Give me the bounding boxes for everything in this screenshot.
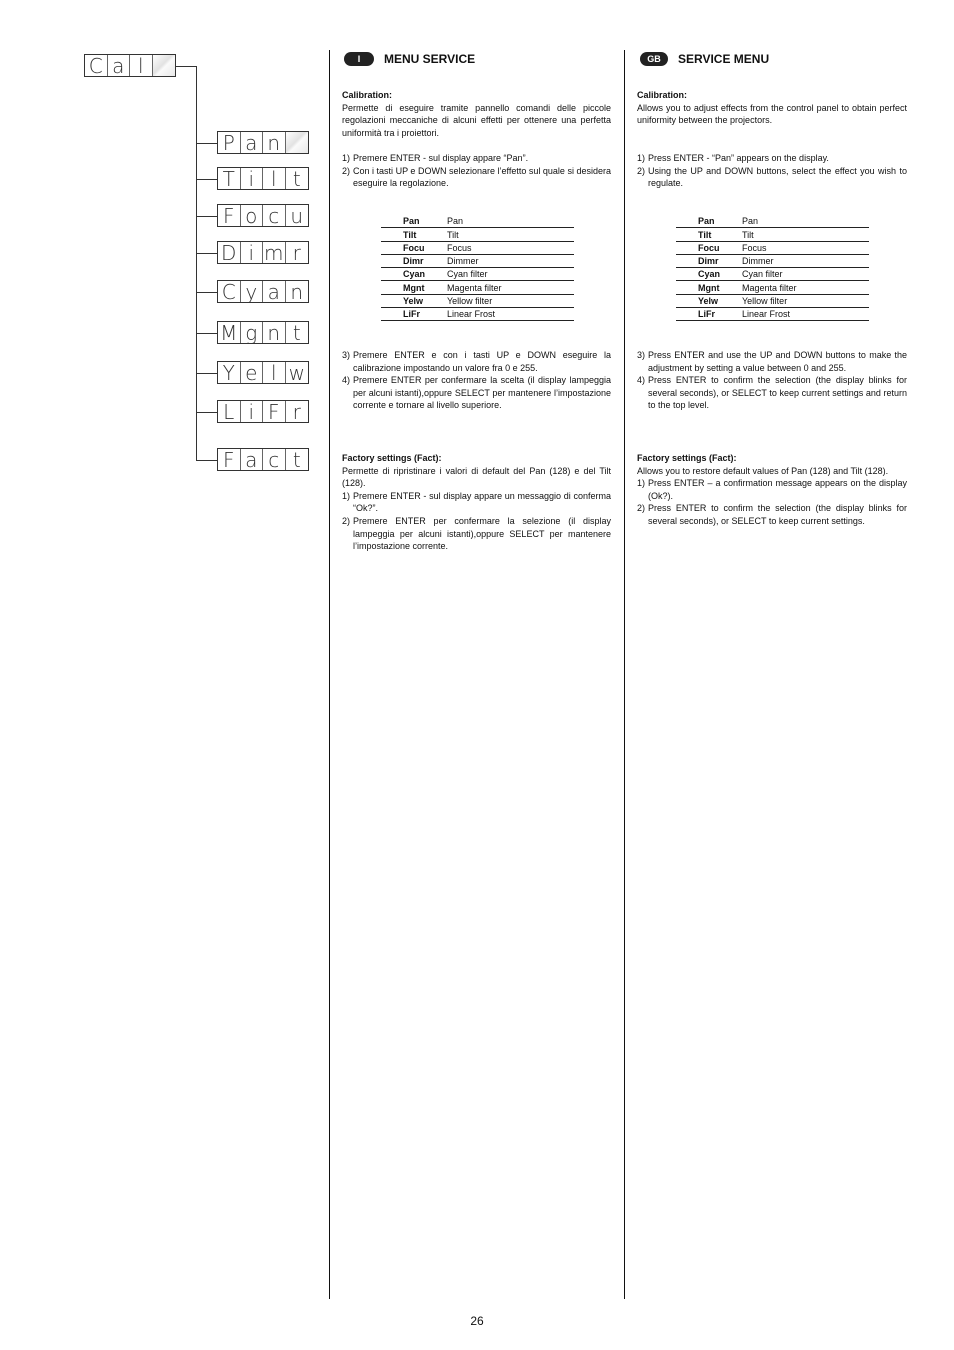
- steps-list-it-a: [342, 152, 611, 190]
- effect-code: Cyan: [676, 268, 742, 281]
- lcd-character: l: [263, 168, 286, 189]
- column-separator-right: [624, 50, 625, 1299]
- tree-trunk: [196, 66, 197, 461]
- table-row: [676, 228, 869, 241]
- step-text: Con i tasti UP e DOWN selezionare l’effetto sul quale si desidera eseguire la regolazione.: [353, 165, 611, 189]
- lcd-character: M: [218, 322, 241, 343]
- effect-code: LiFr: [381, 308, 447, 321]
- step-text: Premere ENTER per confermare la scelta (il display lampeggia per alcuni istanti),oppure SELECT per mantenere l’impostazione corrente e tornare al livello superiore.: [353, 375, 611, 411]
- lcd-character: C: [85, 55, 108, 76]
- lcd-display-cal: [84, 54, 176, 77]
- lcd-display-item: [217, 361, 309, 384]
- factory-intro-it: Permette di ripristinare i valori di default del Pan (128) e del Tilt (128).: [342, 465, 611, 489]
- tree-branch: [196, 253, 217, 254]
- effect-code: Yelw: [381, 294, 447, 307]
- effect-code: LiFr: [676, 308, 742, 321]
- effect-description: Pan: [742, 215, 869, 228]
- tree-branch: [196, 412, 217, 413]
- effect-description: Linear Frost: [742, 308, 869, 321]
- effect-description: Cyan filter: [447, 268, 574, 281]
- steps-list-gb-a: [637, 152, 907, 190]
- lcd-character: L: [218, 401, 241, 422]
- lcd-display-item: [217, 131, 309, 154]
- step-number: 1): [342, 490, 351, 501]
- lcd-display-item: [217, 448, 309, 471]
- lcd-character: r: [292, 399, 301, 424]
- effects-table-gb: [676, 215, 869, 321]
- table-row: [676, 254, 869, 267]
- lcd-character: F: [218, 449, 241, 470]
- effect-description: Cyan filter: [742, 268, 869, 281]
- steps-list-it-b: [342, 349, 611, 412]
- step-text: Press ENTER and use the UP and DOWN buttons to make the adjustment by setting a value between 0 and 255.: [648, 350, 907, 373]
- effect-code: Mgnt: [381, 281, 447, 294]
- step-item: [342, 515, 611, 553]
- table-row: [381, 281, 574, 294]
- step-text: Premere ENTER per confermare la selezione (il display lampeggia per alcuni istanti),oppure SELECT per mantenere l’impostazione corrente.: [353, 515, 611, 552]
- tree-branch: [196, 179, 217, 180]
- effect-description: Pan: [447, 215, 574, 228]
- lcd-character: y: [241, 281, 264, 302]
- language-badge-gb: GB: [640, 52, 668, 66]
- tree-branch: [196, 333, 217, 334]
- section-title-it: MENU SERVICE: [384, 52, 476, 66]
- page-number: 26: [470, 1314, 484, 1328]
- effect-description: Dimmer: [742, 254, 869, 267]
- lcd-character: F: [218, 205, 241, 226]
- calibration-block-gb: [637, 89, 907, 127]
- lcd-character: u: [290, 203, 304, 228]
- factory-heading-gb: Factory settings (Fact):: [637, 453, 737, 463]
- lcd-character: C: [218, 281, 241, 302]
- step-number: 2): [637, 165, 646, 176]
- table-row: [381, 268, 574, 281]
- lcd-character: P: [218, 132, 241, 153]
- tree-connector: [176, 66, 196, 67]
- effect-description: Tilt: [742, 228, 869, 241]
- steps-list-gb-c: [637, 477, 907, 527]
- effect-code: Dimr: [381, 254, 447, 267]
- table-row: [676, 268, 869, 281]
- step-item: [637, 349, 907, 374]
- tree-branch: [196, 216, 217, 217]
- step-item: [342, 152, 611, 165]
- lcd-character: D: [218, 242, 241, 263]
- lcd-character: l: [263, 362, 286, 383]
- factory-block-it: [342, 452, 611, 553]
- factory-intro-gb: Allows you to restore default values of Pan (128) and Tilt (128).: [637, 465, 889, 476]
- table-row: [676, 215, 869, 228]
- effect-code: Tilt: [676, 228, 742, 241]
- step-number: 4): [637, 375, 646, 386]
- lcd-character: r: [292, 240, 301, 265]
- section-title-gb: SERVICE MENU: [678, 52, 770, 66]
- step-item: [342, 374, 611, 412]
- effect-code: Yelw: [676, 294, 742, 307]
- lcd-character: i: [241, 242, 264, 263]
- table-row: [676, 241, 869, 254]
- step-number: 2): [342, 515, 351, 526]
- step-item: [342, 349, 611, 374]
- lcd-character: i: [241, 401, 264, 422]
- step-number: 2): [342, 165, 351, 176]
- calibration-intro-it: Permette di eseguire tramite pannello comandi delle piccole regolazioni meccaniche di alcuni effetti per ottenere una perfetta uniformità tra i proiettori.: [342, 102, 611, 138]
- step-text: Premere ENTER - sul display appare “Pan”.: [353, 153, 529, 163]
- calibration-heading-it: Calibration:: [342, 90, 393, 100]
- step-text: Press ENTER to confirm the selection (the display blinks for several seconds), or SELECT to keep current settings and return to the top level.: [648, 375, 907, 411]
- step-text: Using the UP and DOWN buttons, select the effect you wish to regulate.: [648, 165, 907, 189]
- steps-list-gb-b: [637, 349, 907, 412]
- effect-description: Focus: [447, 241, 574, 254]
- step-text: Premere ENTER e con i tasti UP e DOWN eseguire la calibrazione impostando un valore fra 0 e 255.: [353, 350, 611, 373]
- step-item: [342, 490, 611, 515]
- calibration-heading-gb: Calibration:: [637, 90, 688, 100]
- lcd-character: c: [263, 205, 286, 226]
- step-text: Press ENTER - “Pan” appears on the display.: [648, 153, 829, 163]
- factory-heading-it: Factory settings (Fact):: [342, 453, 442, 463]
- effect-description: Magenta filter: [742, 281, 869, 294]
- lcd-display-item: [217, 167, 309, 190]
- lcd-character: l: [130, 55, 153, 76]
- effect-code: Pan: [381, 215, 447, 228]
- effects-table-it: [381, 215, 574, 321]
- tree-branch: [196, 292, 217, 293]
- effect-code: Focu: [381, 241, 447, 254]
- lcd-character: T: [218, 168, 241, 189]
- effect-description: Yellow filter: [742, 294, 869, 307]
- lcd-character: a: [263, 281, 286, 302]
- step-text: Press ENTER – a confirmation message appears on the display (Ok?).: [648, 478, 907, 501]
- factory-block-gb: [637, 452, 907, 528]
- effect-code: Dimr: [676, 254, 742, 267]
- table-row: [381, 215, 574, 228]
- lcd-character: t: [292, 166, 301, 191]
- effect-description: Focus: [742, 241, 869, 254]
- lcd-display-item: [217, 280, 309, 303]
- step-number: 1): [342, 153, 351, 163]
- lcd-display-item: [217, 241, 309, 264]
- effect-code: Tilt: [381, 228, 447, 241]
- lcd-character: i: [241, 168, 264, 189]
- lcd-character: t: [292, 320, 301, 345]
- effect-code: Mgnt: [676, 281, 742, 294]
- step-item: [637, 152, 907, 165]
- lcd-character: a: [241, 449, 264, 470]
- tree-branch: [196, 460, 217, 461]
- lcd-character: [153, 55, 176, 76]
- lcd-character: e: [241, 362, 264, 383]
- lcd-character: n: [263, 322, 286, 343]
- step-text: Premere ENTER - sul display appare un messaggio di conferma “Ok?”.: [353, 490, 611, 514]
- lcd-display-item: [217, 400, 309, 423]
- table-row: [676, 294, 869, 307]
- effect-description: Linear Frost: [447, 308, 574, 321]
- effect-code: Pan: [676, 215, 742, 228]
- steps-list-it-c: [342, 490, 611, 553]
- step-text: Press ENTER to confirm the selection (the display blinks for several seconds), or SELECT to keep current settings.: [648, 503, 907, 526]
- table-row: [381, 254, 574, 267]
- step-item: [637, 477, 907, 502]
- lcd-character: Y: [218, 362, 241, 383]
- section-header-it: [344, 52, 475, 66]
- effect-code: Focu: [676, 241, 742, 254]
- table-row: [381, 294, 574, 307]
- calibration-block-it: [342, 89, 611, 139]
- step-item: [637, 374, 907, 412]
- tree-branch: [196, 373, 217, 374]
- lcd-character: a: [108, 55, 131, 76]
- effect-description: Magenta filter: [447, 281, 574, 294]
- step-number: 3): [342, 350, 351, 360]
- step-item: [637, 502, 907, 527]
- step-item: [342, 165, 611, 190]
- lcd-character: n: [263, 132, 286, 153]
- step-number: 3): [637, 350, 646, 360]
- table-row: [381, 241, 574, 254]
- lcd-character: t: [292, 447, 301, 472]
- effect-description: Tilt: [447, 228, 574, 241]
- step-number: 4): [342, 375, 351, 386]
- step-number: 1): [637, 478, 646, 489]
- section-header-gb: [640, 52, 769, 66]
- effect-description: Yellow filter: [447, 294, 574, 307]
- lcd-character: o: [241, 205, 264, 226]
- step-item: [637, 165, 907, 190]
- lcd-display-item: [217, 204, 309, 227]
- lcd-character: c: [263, 449, 286, 470]
- table-row: [381, 228, 574, 241]
- lcd-character: a: [241, 132, 264, 153]
- lcd-character: g: [241, 322, 264, 343]
- table-row: [676, 308, 869, 321]
- effect-code: Cyan: [381, 268, 447, 281]
- effect-description: Dimmer: [447, 254, 574, 267]
- step-number: 1): [637, 153, 646, 163]
- table-row: [381, 308, 574, 321]
- lcd-character: n: [290, 279, 304, 304]
- lcd-character: m: [263, 242, 286, 263]
- table-row: [676, 281, 869, 294]
- tree-branch: [196, 143, 217, 144]
- column-separator-left: [329, 50, 330, 1299]
- lcd-character: F: [263, 401, 286, 422]
- step-number: 2): [637, 503, 646, 514]
- lcd-character: [286, 132, 309, 153]
- calibration-intro-gb: Allows you to adjust effects from the control panel to obtain perfect uniformity between the projectors.: [637, 102, 907, 126]
- lcd-display-item: [217, 321, 309, 344]
- lcd-character: w: [288, 360, 305, 385]
- language-badge-it: I: [344, 52, 374, 66]
